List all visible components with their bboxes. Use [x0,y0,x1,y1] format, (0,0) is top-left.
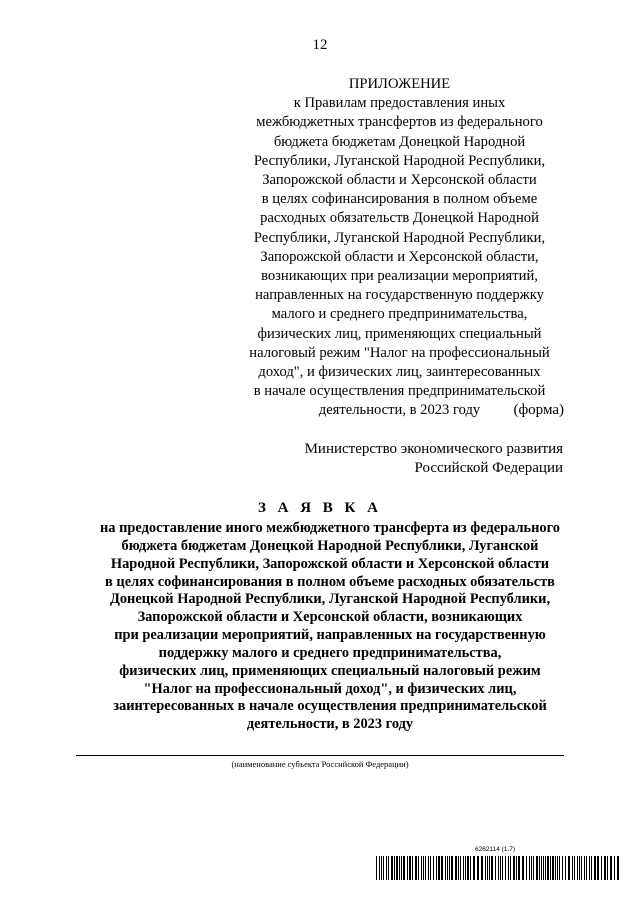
barcode-bar [610,856,612,880]
appendix-line: межбюджетных трансфертов из федерального [256,114,543,131]
barcode-bar [477,856,479,880]
zayavka-title: З А Я В К А [257,500,383,516]
barcode-bar [529,856,530,880]
appendix-line: физических лиц, применяющих специальный [257,325,542,342]
appendix-line: к Правилам предоставления иных [293,95,506,112]
barcode-bar [550,856,551,880]
appendix-line: ПРИЛОЖЕНИЕ [348,76,451,92]
zayavka-line: деятельности, в 2023 году [246,716,414,733]
appendix-line: в начале осуществления предпринимательской [253,383,546,400]
barcode-bar [381,856,382,880]
barcode-bar [386,856,387,880]
barcode-bar [557,856,558,880]
barcode-bar [441,856,443,880]
barcode-bar [430,856,431,880]
appendix-line: Республики, Луганской Народной Республики, [253,152,546,169]
appendix-line: в целях софинансирования в полном объеме [261,191,538,208]
zayavka-line: поддержку малого и среднего предпринимательства, [158,644,502,661]
subject-name-caption: (наименование субъекта Российской Федерации) [231,759,409,769]
barcode-bar [508,856,509,880]
barcode-bar [584,856,585,880]
appendix-line: бюджета бюджетам Донецкой Народной [273,133,526,150]
barcode-bar [394,856,395,880]
barcode-bar [388,856,389,880]
barcode-bar [505,856,506,880]
barcode-bar [467,856,469,880]
barcode-bar [473,856,475,880]
barcode-bar [491,856,493,880]
barcode-bar [498,856,499,880]
barcode-bar [510,856,511,880]
barcode-bar [383,856,384,880]
barcode-bar [376,856,377,880]
barcode-bar [577,856,578,880]
barcode-bar [433,856,434,880]
barcode-bar [438,856,440,880]
barcode-bar [401,856,402,880]
barcode-bar [455,856,457,880]
barcode-bar [516,856,517,880]
barcode-bar [460,856,461,880]
barcode-bar [495,856,496,880]
barcode-bar [409,856,411,880]
barcode-bar [568,856,570,880]
barcode-bar [597,856,599,880]
ministry-addressee [280,440,563,477]
appendix-line: Республики, Луганской Народной Республики, [253,229,546,246]
barcode-bar [470,856,471,880]
barcode-bar [559,856,560,880]
barcode-bar [565,856,566,880]
zayavka-line: Запорожской области и Херсонской области, возникающих [137,609,523,626]
appendix-line: доход", и физических лиц, заинтересованных [258,364,541,381]
appendix-line: Запорожской области и Херсонской области [262,172,537,189]
zayavka-line: на предоставление иного межбюджетного трансферта из федерального [100,520,560,536]
barcode-bar [531,856,532,880]
barcode-bar [458,856,459,880]
barcode-bar [447,856,448,880]
zayavka-line: в целях софинансирования в полном объеме расходных обязательств [105,573,555,590]
barcode-bar [421,856,422,880]
barcode-bar [552,856,554,880]
appendix-line: Запорожской области и Херсонской области, [260,248,539,265]
barcode-bar [500,856,501,880]
barcode-bar [572,856,573,880]
zayavka-body [60,520,600,734]
barcode-bar [539,856,540,880]
appendix-line: направленных на государственную поддержку [255,287,544,304]
barcode-bar [465,856,466,880]
zayavka-line: Донецкой Народной Республики, Луганской Народной Республики, [109,591,551,608]
barcode-bar [604,856,606,880]
barcode-bar [543,856,544,880]
barcode-bar [536,856,538,880]
ministry-line: Министерство экономического развития [304,441,563,457]
barcode-bar [555,856,556,880]
barcode-bar [617,856,619,880]
barcode-icon [376,856,620,880]
barcode-bar [425,856,426,880]
barcode-bar [513,856,515,880]
barcode-bar [541,856,542,880]
barcode-bar [418,856,419,880]
barcode-bar [451,856,453,880]
barcode-bar [415,856,417,880]
barcode-bar [502,856,503,880]
barcode-bar [594,856,596,880]
subject-name-line [76,755,564,756]
barcode-bar [574,856,575,880]
barcode-bar [481,856,483,880]
barcode-bar [412,856,413,880]
barcode-bar [522,856,524,880]
zayavka-line: физических лиц, применяющих специальный налоговый режим [119,662,541,679]
appendix-line: расходных обязательств Донецкой Народной [260,210,539,227]
barcode-bar [562,856,563,880]
barcode-bar [407,856,408,880]
barcode-bar [579,856,580,880]
barcode-bar [589,856,590,880]
barcode-bar [607,856,608,880]
barcode-bar [428,856,429,880]
barcode-bar [396,856,398,880]
barcode-bar [581,856,582,880]
page-number: 12 [312,37,328,53]
appendix-line: возникающих при реализации мероприятий, [261,268,538,285]
barcode-bar [526,856,527,880]
barcode-bar [445,856,446,880]
appendix-line: деятельности, в 2023 году [318,402,481,419]
barcode-bar [391,856,393,880]
zayavka-line: Народной Республики, Запорожской области и Херсонской области [110,555,550,572]
barcode-bar [547,856,549,880]
barcode-bar [518,856,520,880]
appendix-line: малого и среднего предпринимательства, [271,306,528,323]
barcode-bar [591,856,592,880]
barcode-bar [489,856,490,880]
zayavka-line: бюджета бюджетам Донецкой Народной Республики, Луганской [121,537,539,554]
barcode-bar [545,856,546,880]
barcode-bar [533,856,534,880]
document-code: 6262114 (1.7) [475,846,515,853]
barcode-bar [601,856,602,880]
barcode-bar [449,856,450,880]
barcode-bar [586,856,587,880]
appendix-line: налоговый режим "Налог на профессиональный [249,344,550,361]
barcode-bar [485,856,486,880]
barcode-bar [614,856,615,880]
form-label: (форма) [513,402,564,418]
zayavka-line: "Налог на профессиональный доход", и физических лиц, [143,680,517,697]
zayavka-line: при реализации мероприятий, направленных на государственную [114,627,546,644]
barcode-bar [423,856,424,880]
barcode-bar [436,856,437,880]
barcode-bar [399,856,400,880]
barcode-bar [379,856,380,880]
barcode-bar [487,856,488,880]
barcode-bar [463,856,464,880]
zayavka-line: заинтересованных в начале осуществления предпринимательской [113,698,547,715]
appendix-block [227,75,572,421]
barcode-bar [403,856,405,880]
ministry-line: Российской Федерации [414,459,563,476]
